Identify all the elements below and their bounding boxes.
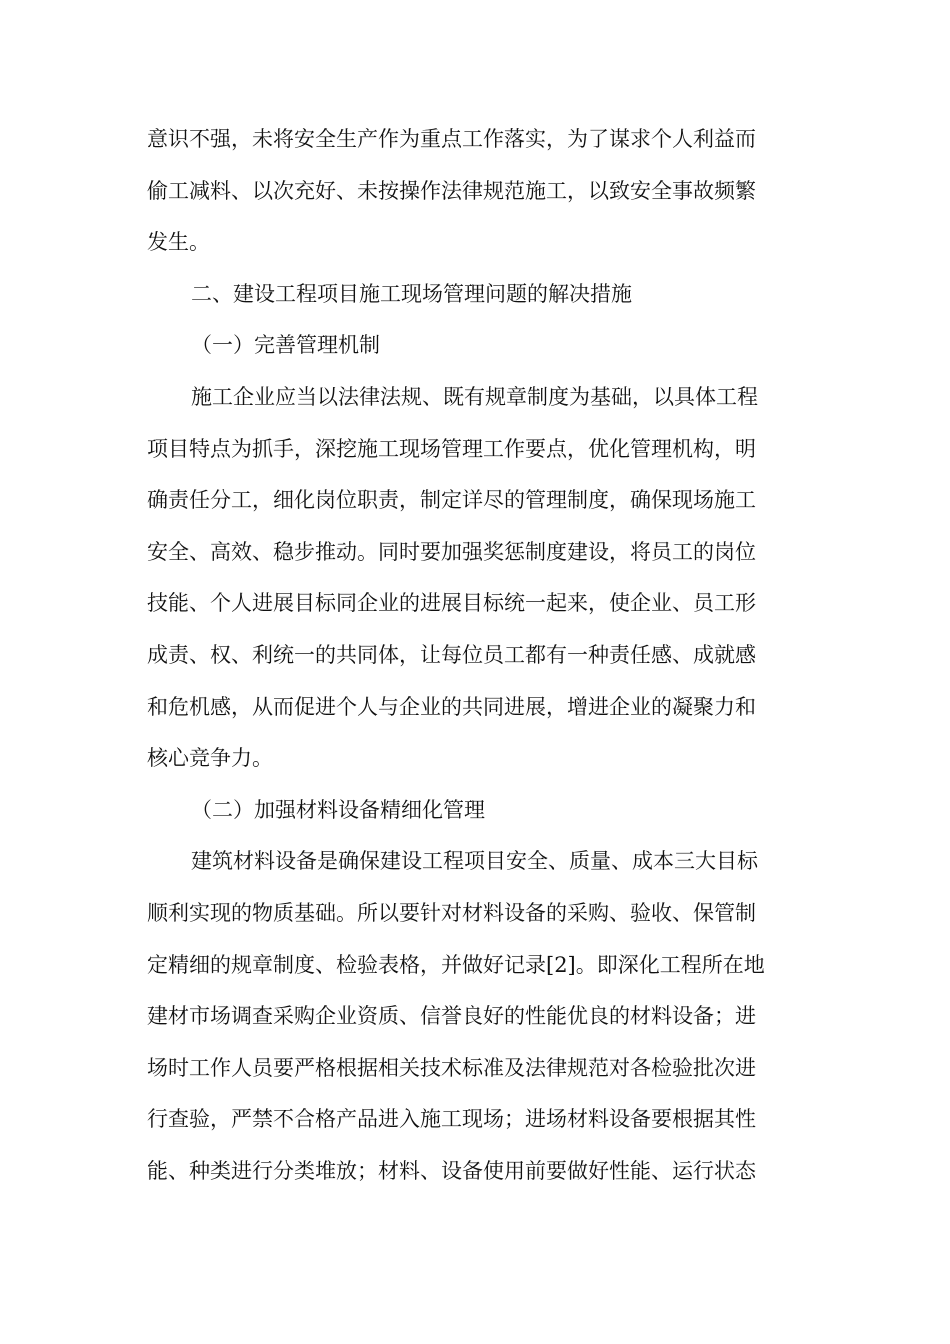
document-body (147, 114, 799, 1197)
paragraph-line: 确责任分工，细化岗位职责，制定详尽的管理制度，确保现场施工 (147, 488, 756, 513)
paragraph-line: 偷工减料、以次充好、未按操作法律规范施工，以致安全事故频繁 (147, 178, 756, 203)
paragraph-line: 安全、高效、稳步推动。同时要加强奖惩制度建设，将员工的岗位 (147, 539, 756, 564)
subsection-heading: （二）加强材料设备精细化管理 (191, 797, 485, 822)
paragraph-line: 建筑材料设备是确保建设工程项目安全、质量、成本三大目标 (191, 849, 758, 874)
paragraph-line: 行查验，严禁不合格产品进入施工现场；进场材料设备要根据其性 (147, 1107, 756, 1132)
paragraph-line: 意识不强，未将安全生产作为重点工作落实，为了谋求个人利益而 (147, 127, 756, 151)
paragraph-line: 能、种类进行分类堆放；材料、设备使用前要做好性能、运行状态 (147, 1158, 756, 1183)
paragraph-line: 项目特点为抓手，深挖施工现场管理工作要点，优化管理机构，明 (147, 436, 756, 461)
paragraph-line: 和危机感，从而促进个人与企业的共同进展，增进企业的凝聚力和 (147, 694, 756, 719)
paragraph-line: 顺利实现的物质基础。所以要针对材料设备的采购、验收、保管制 (147, 900, 756, 925)
paragraph-line: 建材市场调查采购企业资质、信誉良好的性能优良的材料设备；进 (147, 1004, 756, 1029)
paragraph-line: 成责、权、利统一的共同体，让每位员工都有一种责任感、成就感 (147, 642, 756, 667)
paragraph-line: 定精细的规章制度、检验表格，并做好记录[2]。即深化工程所在地 (147, 952, 765, 977)
paragraph-line: 发生。 (147, 230, 210, 255)
paragraph-line: 核心竞争力。 (147, 746, 273, 771)
paragraph-line: 施工企业应当以法律法规、既有规章制度为基础，以具体工程 (191, 384, 758, 409)
paragraph-line: 场时工作人员要严格根据相关技术标准及法律规范对各检验批次进 (147, 1055, 756, 1080)
paragraph-line: 技能、个人进展目标同企业的进展目标统一起来，使企业、员工形 (147, 591, 756, 616)
section-heading: 二、建设工程项目施工现场管理问题的解决措施 (191, 281, 632, 306)
subsection-heading: （一）完善管理机制 (191, 333, 380, 358)
